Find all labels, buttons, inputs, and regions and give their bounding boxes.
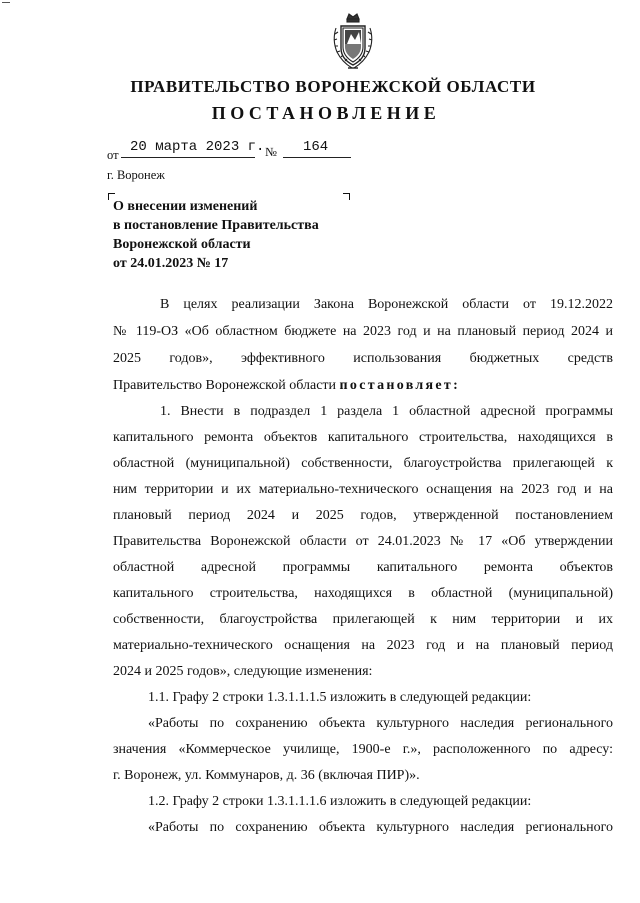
document-date: 20 марта 2023 г. [130,139,265,155]
body-line: 1. Внести в подраздел 1 раздела 1 областной адресной программы [160,404,613,419]
body-line: ним территории и их материально-технического оснащения на 2023 год и на [113,482,613,497]
scan-mark [2,2,10,3]
title-line: Воронежской области [113,237,251,252]
body-line: значения «Коммерческое училище, 1900-е г.», расположенного по адресу: [113,742,613,757]
body-line [113,378,613,394]
body-line: Правительства Воронежской области от 24.01.2023 № 17 «Об утверждении [113,534,613,549]
body-line: г. Воронеж, ул. Коммунаров, д. 36 (включая ПИР)». [113,768,420,783]
title-line: О внесении изменений [113,199,258,214]
document-number: 164 [303,139,329,155]
city: г. Воронеж [107,168,165,182]
document-type: ПОСТАНОВЛЕНИЕ [211,103,441,123]
body-line: капитального ремонта объектов капитального строительства, находящихся в [113,430,613,445]
body-line: «Работы по сохранению объекта культурного наследия регионального [148,716,613,731]
number-underline [283,157,351,158]
body-line: № 119-ОЗ «Об областном бюджете на 2023 год и на плановый период 2024 и [113,324,613,339]
document-title [113,197,353,273]
organization-name: ПРАВИТЕЛЬСТВО ВОРОНЕЖСКОЙ ОБЛАСТИ [130,77,536,96]
body-line: капитального строительства, находящихся в областной (муниципальной) [113,586,613,601]
coat-of-arms-icon [328,10,378,72]
body-line: областной (муниципальной) собственности, благоустройства прилегающей к [113,456,613,471]
body-line: «Работы по сохранению объекта культурного наследия регионального [148,820,613,835]
body-line: 2025 годов», эффективного использования бюджетных средств [113,351,613,366]
body-line: 2024 и 2025 годов», следующие изменения: [113,664,373,679]
body-line: 1.1. Графу 2 строки 1.3.1.1.1.5 изложить в следующей редакции: [148,690,532,705]
body-line: собственности, благоустройства прилегающей к ним территории и их [113,612,613,627]
number-prefix: № [265,145,277,159]
decree-word: постановляет: [339,378,461,393]
body-line: областной адресной программы капитального ремонта объектов [113,560,613,575]
preamble-last-text: Правительство Воронежской области [113,378,337,393]
body-line: 1.2. Графу 2 строки 1.3.1.1.1.6 изложить в следующей редакции: [148,794,532,809]
body-line: В целях реализации Закона Воронежской области от 19.12.2022 [160,297,613,312]
date-prefix: от [107,148,119,162]
title-line: в постановление Правительства [113,218,319,233]
title-line: от 24.01.2023 № 17 [113,256,229,271]
body-line: материально-технического оснащения на 2023 год и на плановый период [113,638,613,653]
date-underline [121,157,255,158]
body-line: плановый период 2024 и 2025 годов, утвержденной постановлением [113,508,613,523]
